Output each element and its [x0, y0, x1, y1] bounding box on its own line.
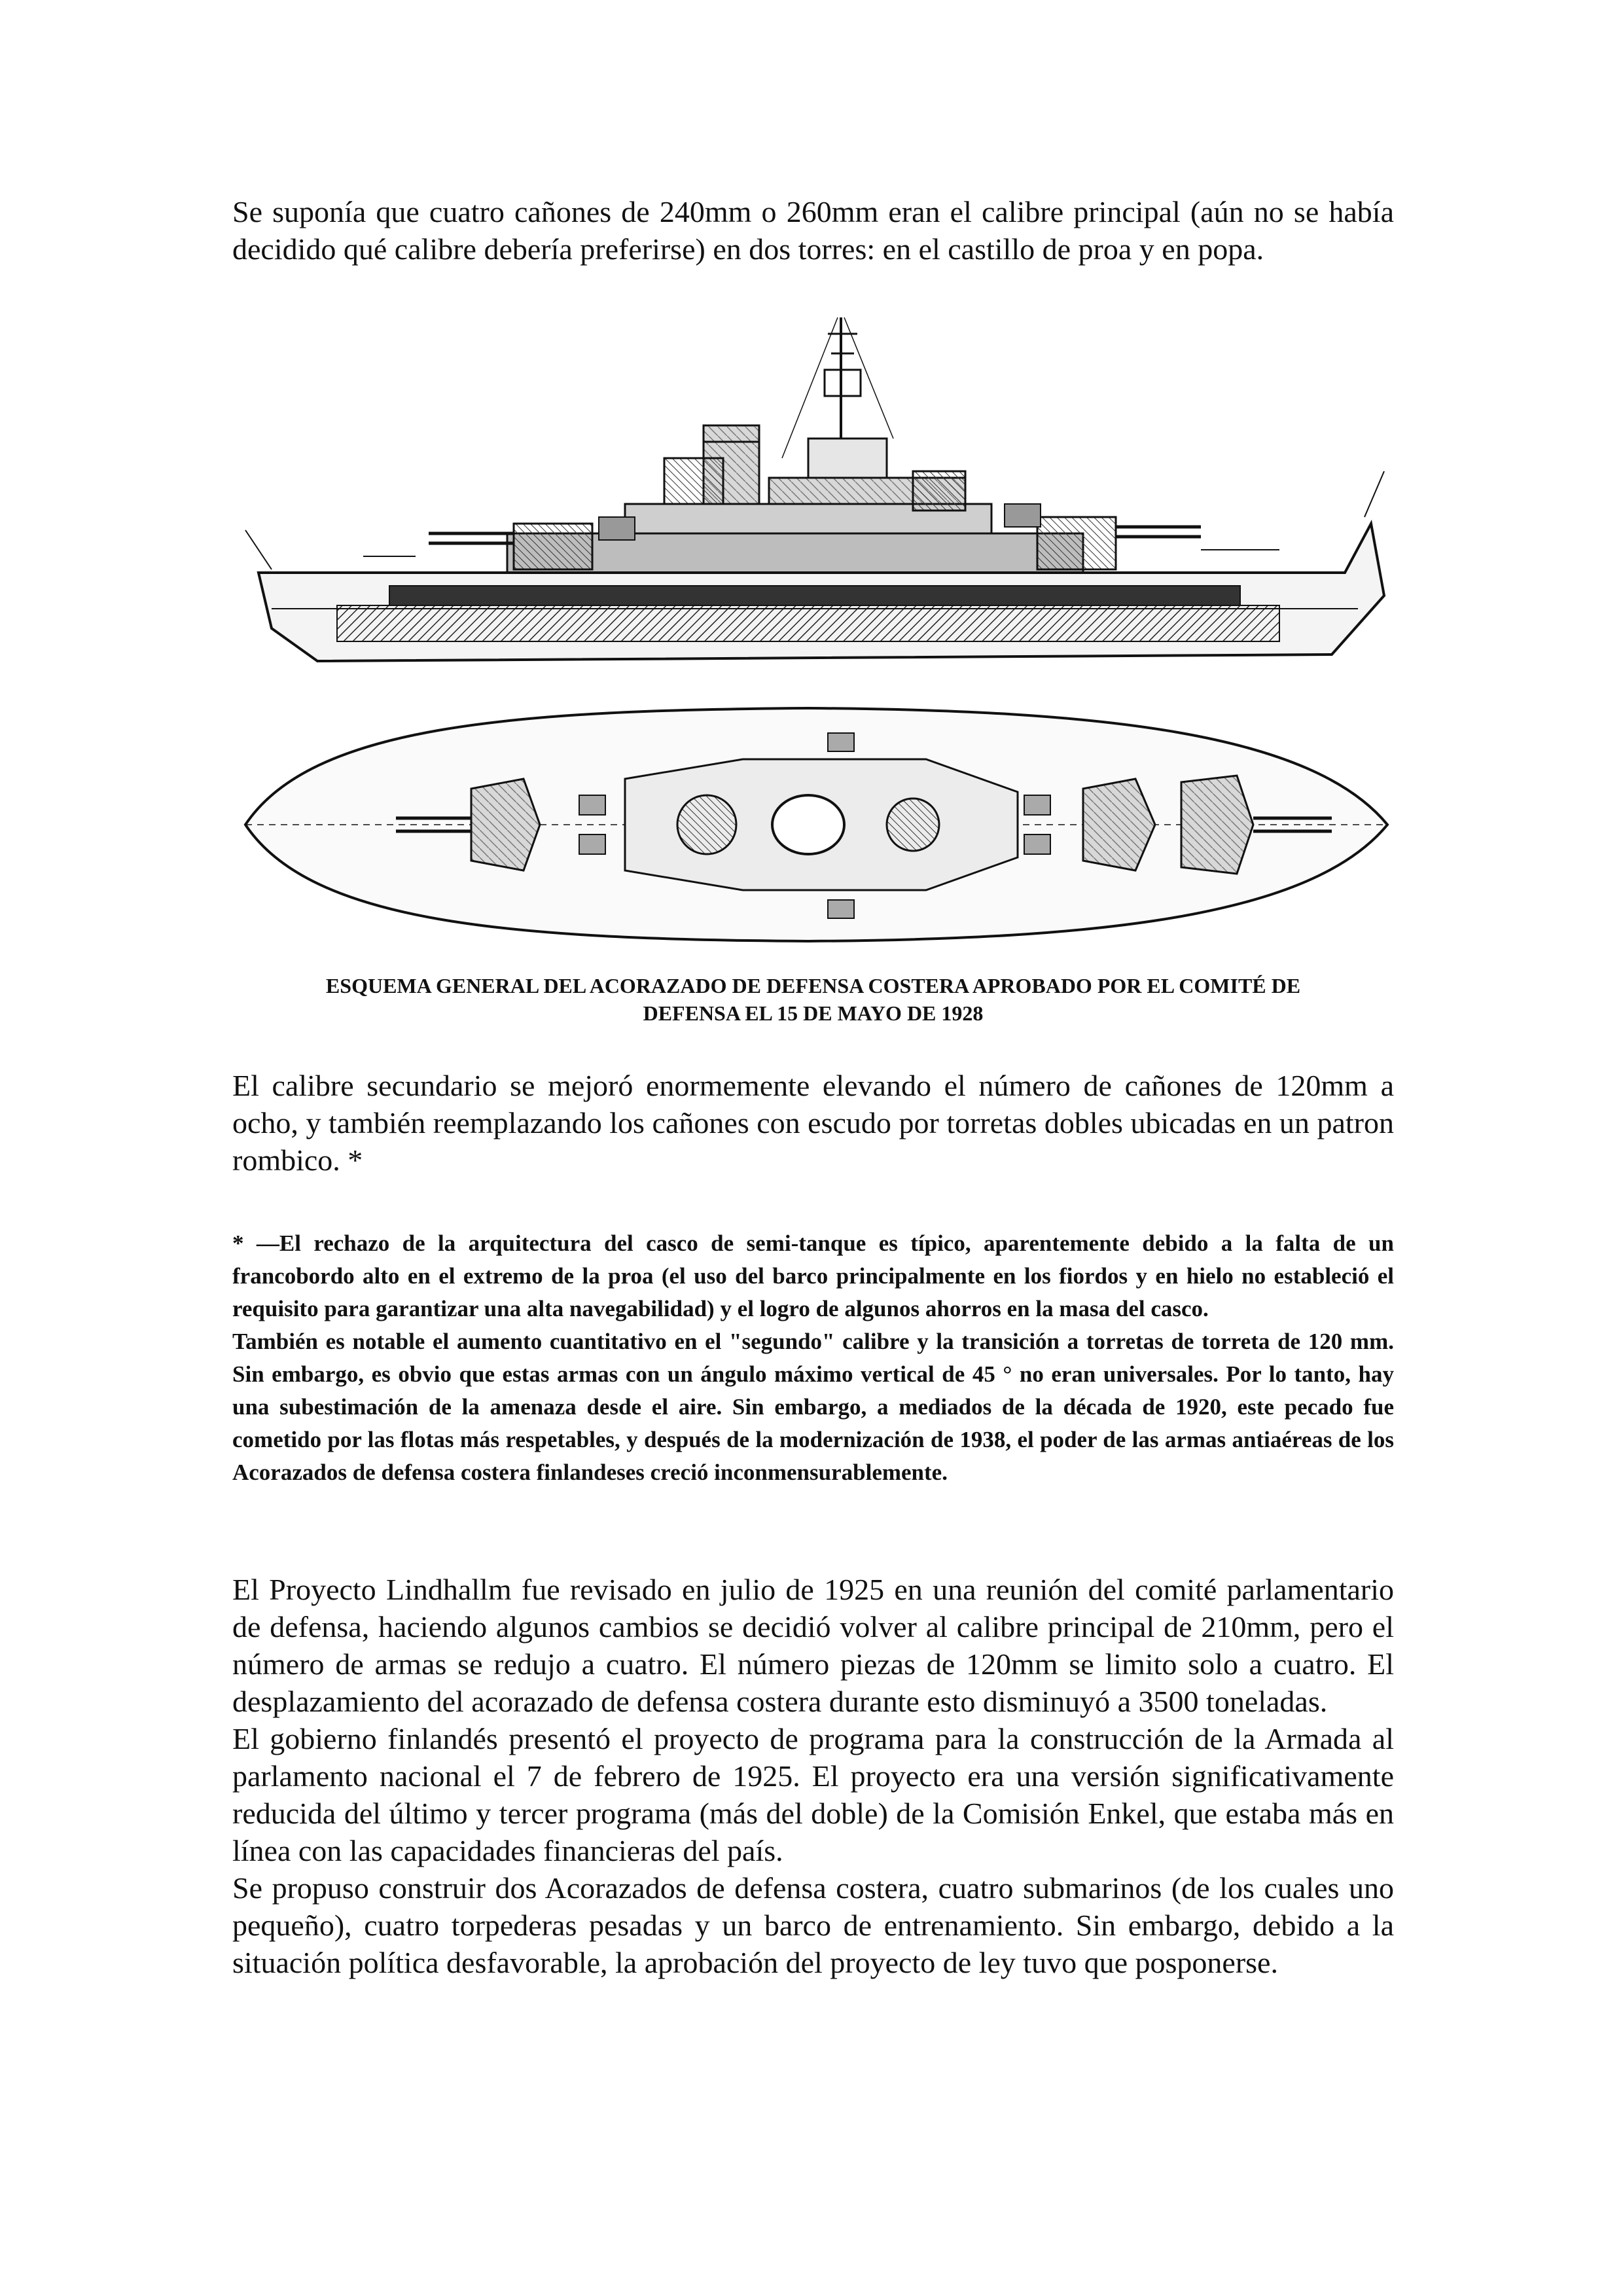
side-elevation: [245, 317, 1384, 661]
battleship-blueprint-icon: [232, 308, 1394, 952]
closing-paragraph-3: Se propuso construir dos Acorazados de defensa costera, cuatro submarinos (de los cuales uno pequeño), cuatro torpederas pesadas y un barco de entrenamiento. Sin embargo, debido a la situación política desfavorable, la aprobación del proyecto de ley tuvo que posponerse.: [232, 1871, 1394, 1979]
battleship-blueprint-figure: [232, 308, 1394, 952]
plan-view: [245, 708, 1387, 941]
caption-line-2: DEFENSA EL 15 DE MAYO DE 1928: [643, 1001, 984, 1025]
footnote-paragraph-2: También es notable el aumento cuantitativo en el "segundo" calibre y la transición a torretas de torreta de 120 mm. Sin embargo, es obvio que estas armas con un ángulo máximo vertical de 45 ° no eran universales. Por lo tanto, hay una subestimación de la amenaza desde el aire. Sin embargo, a mediados de la década de 1920, este pecado fue cometido por las flotas más respetables, y después de la modernización de 1938, el poder de las armas antiaéreas de los Acorazados de defensa costera finlandeses creció inconmensurablemente.: [232, 1329, 1394, 1485]
intro-paragraph: Se suponía que cuatro cañones de 240mm o 260mm eran el calibre principal (aún no se había decidido qué calibre debería preferirse) en dos torres: en el castillo de proa y en popa.: [232, 195, 1394, 266]
closing-section: [232, 1571, 1394, 1981]
closing-paragraph-2: El gobierno finlandés presentó el proyecto de programa para la construcción de la Armada al parlamento nacional el 7 de febrero de 1925. El proyecto era una versión significativamente reducida del último y tercer programa (más del doble) de la Comisión Enkel, que estaba más en línea con las capacidades financieras del país.: [232, 1722, 1394, 1867]
caption-line-1: ESQUEMA GENERAL DEL ACORAZADO DE DEFENSA COSTERA APROBADO POR EL COMITÉ DE: [325, 974, 1301, 997]
figure-caption: [232, 972, 1394, 1027]
footnote: [232, 1227, 1394, 1489]
closing-paragraph-1: El Proyecto Lindhallm fue revisado en julio de 1925 en una reunión del comité parlamentario de defensa, haciendo algunos cambios se decidió volver al calibre principal de 210mm, pero el número de armas se redujo a cuatro. El número piezas de 120mm se limito solo a cuatro. El desplazamiento del acorazado de defensa costera durante esto disminuyó a 3500 toneladas.: [232, 1573, 1394, 1718]
secondary-caliber-paragraph: El calibre secundario se mejoró enormemente elevando el número de cañones de 120mm a ocho, y también reemplazando los cañones con escudo por torretas dobles ubicadas en un patron rombico. *: [232, 1069, 1394, 1177]
footnote-paragraph-1: * —El rechazo de la arquitectura del casco de semi-tanque es típico, aparentemente debido a la falta de un francobordo alto en el extremo de la proa (el uso del barco principalmente en los fiordos y en hielo no estableció el requisito para garantizar una alta navegabilidad) y el logro de algunos ahorros en la masa del casco.: [232, 1230, 1394, 1321]
